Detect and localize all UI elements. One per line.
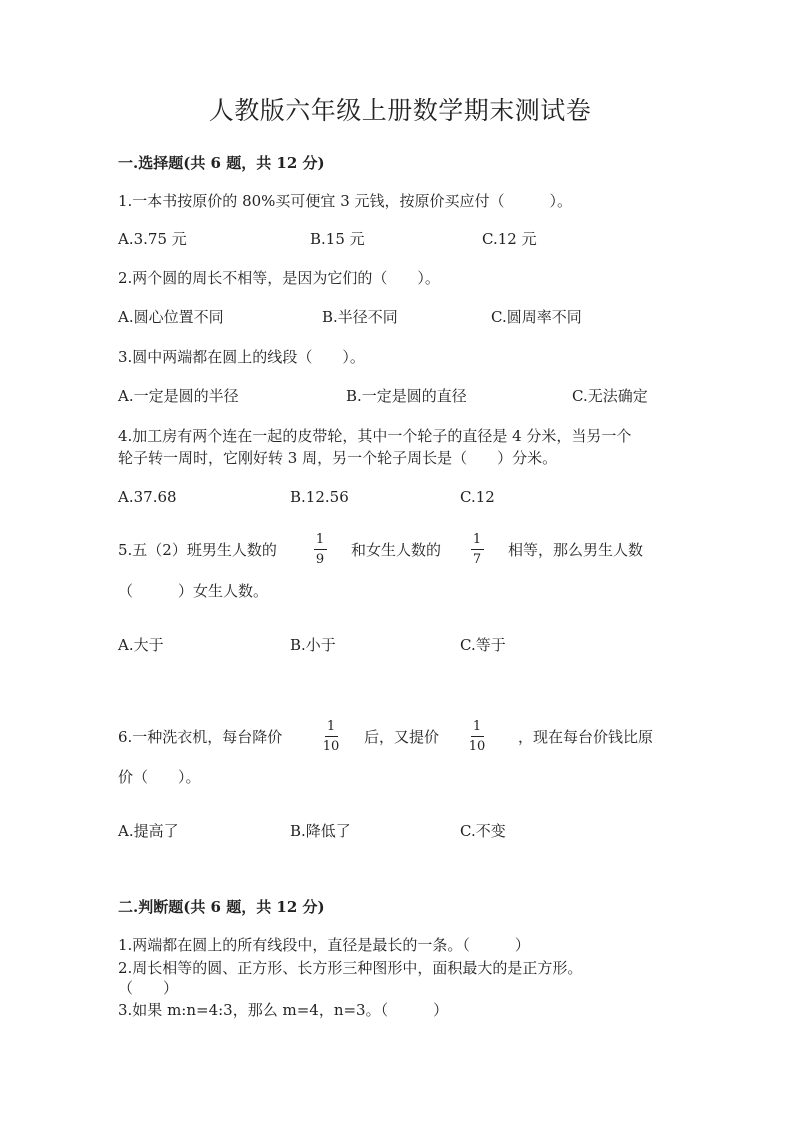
fraction-one-tenth-decrease — [320, 719, 342, 754]
question-4-line-1: 4.加工房有两个连在一起的皮带轮，其中一个轮子的直径是 4 分米，当另一个 — [118, 427, 632, 445]
q5-option-b: B.小于 — [290, 636, 336, 654]
tf-question-2-line-1: 2.周长相等的圆、正方形、长方形三种图形中，面积最大的是正方形。 — [118, 959, 583, 977]
q4-option-b: B.12.56 — [290, 488, 349, 506]
q1-option-a: A.3.75 元 — [118, 230, 187, 248]
q3-option-c: C.无法确定 — [572, 387, 648, 405]
q1-option-b: B.15 元 — [310, 230, 365, 248]
fraction-numerator: 1 — [326, 719, 336, 734]
question-2: 2.两个圆的周长不相等，是因为它们的（ ）。 — [118, 269, 440, 287]
fraction-numerator: 1 — [315, 532, 325, 547]
question-1: 1.一本书按原价的 80%买可便宜 3 元钱，按原价买应付（ ）。 — [118, 192, 573, 210]
q2-option-a: A.圆心位置不同 — [118, 308, 224, 326]
q4-option-a: A.37.68 — [118, 488, 177, 506]
question-5-part-1: 5.五（2）班男生人数的 — [118, 541, 277, 559]
fraction-numerator: 1 — [472, 532, 482, 547]
fraction-one-seventh — [466, 532, 488, 567]
fraction-denominator: 9 — [315, 552, 325, 567]
tf-question-1: 1.两端都在圆上的所有线段中，直径是最长的一条。（ ） — [118, 936, 530, 954]
question-5-part-2: 和女生人数的 — [351, 541, 442, 559]
question-6-part-3: ，现在每台价钱比原 — [518, 728, 654, 746]
question-5-part-3: 相等，那么男生人数 — [508, 541, 644, 559]
q2-option-b: B.半径不同 — [322, 308, 398, 326]
tf-question-3: 3.如果 m:n=4:3，那么 m=4，n=3。（ ） — [118, 1001, 449, 1019]
q4-option-c: C.12 — [460, 488, 495, 506]
q5-option-c: C.等于 — [460, 636, 506, 654]
fraction-one-ninth — [309, 532, 331, 567]
q6-option-a: A.提高了 — [118, 822, 179, 840]
q3-option-a: A.一定是圆的半径 — [118, 387, 239, 405]
question-6-line-2: 价（ ）。 — [118, 768, 201, 786]
q6-option-b: B.降低了 — [290, 822, 351, 840]
question-3: 3.圆中两端都在圆上的线段（ ）。 — [118, 348, 365, 366]
question-4-line-2: 轮子转一周时，它刚好转 3 周，另一个轮子周长是（ ）分米。 — [118, 449, 558, 467]
fraction-one-tenth-increase — [466, 719, 488, 754]
q5-option-a: A.大于 — [118, 636, 164, 654]
tf-question-2-line-2: （ ） — [118, 979, 179, 997]
page-title: 人教版六年级上册数学期末测试卷 — [208, 96, 592, 125]
q6-option-c: C.不变 — [460, 822, 506, 840]
q3-option-b: B.一定是圆的直径 — [346, 387, 467, 405]
section-heading-choice: 一.选择题(共 6 题，共 12 分) — [118, 154, 325, 172]
question-6-part-2: 后，又提价 — [364, 728, 440, 746]
question-6-part-1: 6.一种洗衣机，每台降价 — [118, 728, 283, 746]
section-heading-true-false: 二.判断题(共 6 题，共 12 分) — [118, 898, 325, 916]
fraction-denominator: 7 — [472, 552, 482, 567]
fraction-numerator: 1 — [472, 719, 482, 734]
question-5-line-2: （ ）女生人数。 — [118, 582, 269, 600]
fraction-denominator: 10 — [322, 739, 340, 754]
q1-option-c: C.12 元 — [482, 230, 537, 248]
fraction-denominator: 10 — [468, 739, 486, 754]
q2-option-c: C.圆周率不同 — [491, 308, 582, 326]
